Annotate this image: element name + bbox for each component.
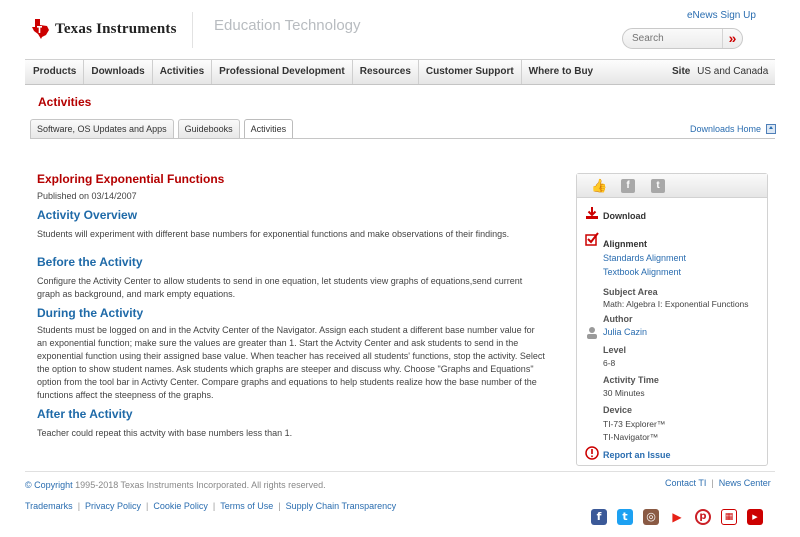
during-text: Students must be logged on and in the Actvity Center of the Navigator. Assign each student a different base number value for an exponential function; make sure the values are greater than 1. Start the Actvity Center and ask students to send in the exponential function using their assigned base value. When teacher has received all students' functions, stop the activity. Select the option to show student names. Ask students which graphs are steeper and discuss why. Choose "Graphs and Equations" option from the tool bar in Activty Center. Compare graphs and equations to help students realize how the base number of the functions affect the steepness of the graphs. (37, 325, 545, 400)
facebook-share-icon[interactable]: f (621, 179, 635, 193)
nav-item-activities[interactable]: Activities (153, 60, 212, 84)
tab-software[interactable]: Software, OS Updates and Apps (30, 119, 174, 138)
footer-divider (25, 471, 775, 472)
cookie-policy-link[interactable]: Cookie Policy (153, 501, 208, 511)
page-title: Activities (38, 95, 92, 109)
site-header (0, 0, 800, 60)
downloads-home-label: Downloads Home (690, 124, 762, 134)
share-bar (577, 174, 767, 198)
texas-map-icon (32, 19, 49, 39)
main-nav (25, 59, 775, 85)
youtube-icon[interactable]: ▶ (669, 509, 685, 525)
textbook-alignment-link[interactable]: Textbook Alignment (603, 267, 682, 277)
footer-separator: | (77, 501, 81, 511)
calendar-icon[interactable]: ▦ (721, 509, 737, 525)
overview-text: Students will experiment with different base numbers for exponential functions and make observations of their findings. (37, 229, 510, 239)
level-value: 6-8 (603, 358, 616, 368)
checkbox-check-icon (585, 232, 599, 246)
before-text: Configure the Activity Center to allow students to send in one equation, let students view graphs of equations,send current graph as background, and mark empty equations. (37, 276, 523, 299)
device-item: TI-73 Explorer™ (603, 419, 666, 429)
twitter-share-icon[interactable]: t (651, 179, 665, 193)
author-link[interactable]: Julia Cazin (603, 327, 648, 337)
activity-time-value: 30 Minutes (603, 388, 645, 398)
footer-separator: | (212, 501, 216, 511)
activity-title: Exploring Exponential Functions (37, 172, 225, 186)
copyright-link[interactable]: © Copyright (25, 480, 73, 490)
nav-item-customer-support[interactable]: Customer Support (419, 60, 522, 84)
footer-separator: | (711, 478, 714, 488)
nav-item-resources[interactable]: Resources (353, 60, 419, 84)
report-issue-link[interactable]: Report an Issue (603, 450, 671, 460)
footer-separator: | (146, 501, 149, 511)
brand-name: Texas Instruments (55, 20, 177, 37)
section-name[interactable]: Education Technology (214, 17, 361, 34)
home-icon (766, 124, 776, 134)
nav-item-where-to-buy[interactable]: Where to Buy (528, 66, 594, 77)
site-label: Site (672, 66, 691, 77)
news-center-link[interactable]: News Center (718, 478, 771, 488)
activity-header (37, 172, 547, 201)
alert-icon (585, 446, 599, 460)
download-link[interactable]: Download (603, 211, 646, 221)
site-value: US and Canada (697, 66, 769, 77)
enews-signup-link[interactable]: eNews Sign Up (687, 10, 756, 21)
copyright-text: 1995-2018 Texas Instruments Incorporated. All rights reserved. (75, 480, 326, 490)
search-input[interactable] (632, 33, 722, 44)
author-icon (585, 326, 599, 340)
facebook-icon[interactable]: f (591, 509, 607, 525)
published-date: Published on 03/14/2007 (37, 191, 137, 201)
alignment-label: Alignment (603, 239, 647, 249)
during-heading: During the Activity (37, 306, 144, 320)
footer-separator: | (278, 501, 281, 511)
activity-time-label: Activity Time (603, 375, 659, 385)
device-item: TI-Navigator™ (603, 432, 659, 442)
activity-sidebar (576, 173, 768, 466)
nav-item-products[interactable]: Products (25, 60, 84, 84)
ti-tube-icon[interactable]: ▶ (747, 509, 763, 525)
search-box (622, 28, 743, 49)
after-heading: After the Activity (37, 407, 133, 421)
instagram-icon[interactable]: ◎ (643, 509, 659, 525)
download-icon (585, 206, 599, 220)
subject-area-value: Math: Algebra I: Exponential Functions (603, 299, 749, 309)
tab-bar (30, 119, 293, 139)
footer-right-links (665, 478, 771, 488)
site-selector[interactable] (672, 60, 768, 84)
footer-links (25, 501, 396, 511)
level-label: Level (603, 345, 627, 355)
header-divider (192, 12, 193, 48)
tab-divider (30, 138, 775, 139)
trademarks-link[interactable]: Trademarks (25, 501, 73, 511)
contact-ti-link[interactable]: Contact TI (665, 478, 707, 488)
terms-of-use-link[interactable]: Terms of Use (220, 501, 274, 511)
ti-logo[interactable] (32, 19, 177, 39)
copyright-notice (25, 480, 326, 490)
supply-chain-link[interactable]: Supply Chain Transparency (285, 501, 397, 511)
social-links (591, 509, 763, 525)
privacy-policy-link[interactable]: Privacy Policy (85, 501, 142, 511)
author-label: Author (603, 314, 633, 324)
device-label: Device (603, 405, 633, 415)
subject-area-label: Subject Area (603, 287, 658, 297)
after-text: Teacher could repeat this actvity with base numbers less than 1. (37, 428, 293, 438)
nav-item-downloads[interactable]: Downloads (84, 60, 152, 84)
twitter-icon[interactable]: t (617, 509, 633, 525)
thumbs-up-icon[interactable]: 👍 (591, 177, 608, 193)
pinterest-icon[interactable]: p (695, 509, 711, 525)
nav-item-professional-development[interactable]: Professional Development (212, 60, 353, 84)
downloads-home-link[interactable] (690, 124, 776, 134)
standards-alignment-link[interactable]: Standards Alignment (603, 253, 687, 263)
before-heading: Before the Activity (37, 255, 143, 269)
overview-heading: Activity Overview (37, 208, 138, 222)
tab-guidebooks[interactable]: Guidebooks (178, 119, 240, 138)
tab-activities[interactable]: Activities (244, 119, 294, 139)
search-submit-button[interactable]: » (722, 29, 742, 48)
